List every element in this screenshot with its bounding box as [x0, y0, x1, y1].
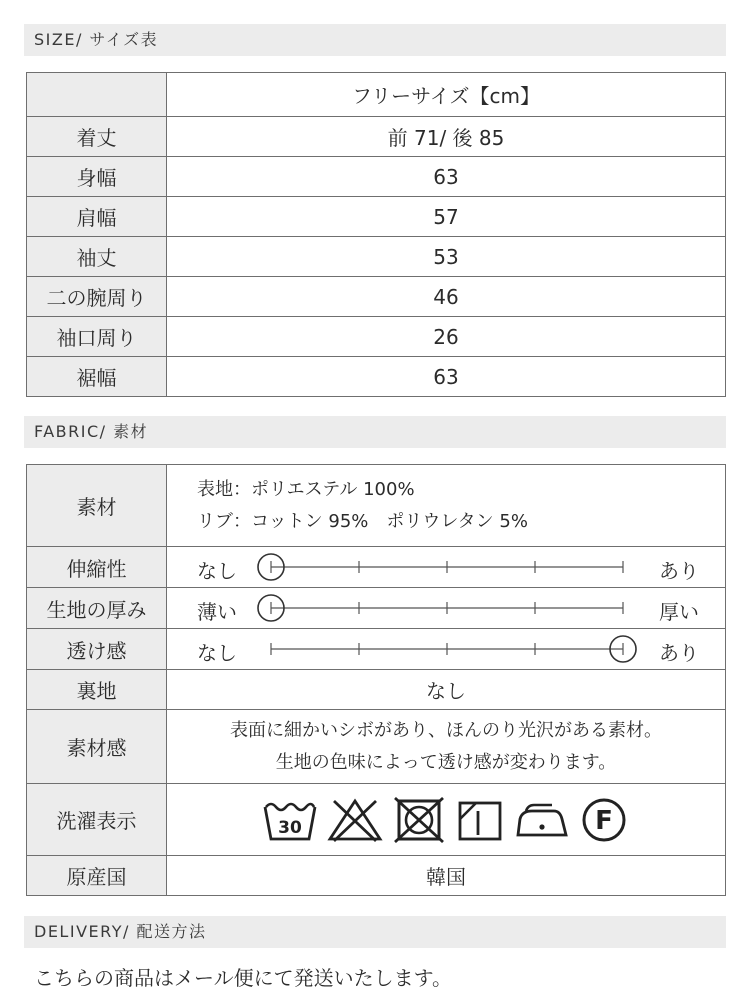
- table-row: [27, 856, 726, 896]
- sheerness-min-label: なし: [197, 641, 237, 665]
- size-table-corner: [27, 73, 167, 117]
- material-value: [167, 465, 726, 547]
- care-label: 洗濯表示: [27, 784, 167, 856]
- no-tumble-dry-icon: [392, 797, 448, 843]
- table-row: [27, 277, 726, 317]
- dry-clean-f-icon: [578, 797, 630, 843]
- table-row: [27, 784, 726, 856]
- stretch-max-label: あり: [659, 559, 699, 583]
- material-label: 素材: [27, 465, 167, 547]
- table-row: [27, 629, 726, 670]
- row-label: 袖丈: [27, 237, 167, 277]
- section-title-size: SIZE/ サイズ表: [24, 24, 726, 56]
- table-row: [27, 547, 726, 588]
- table-row: [27, 157, 726, 197]
- table-row: [27, 710, 726, 784]
- origin-label: 原産国: [27, 856, 167, 896]
- row-label: 着丈: [27, 117, 167, 157]
- table-row: [27, 317, 726, 357]
- origin-value: 韓国: [167, 856, 726, 896]
- stretch-scale: [167, 547, 726, 588]
- thickness-min-label: 薄い: [197, 600, 237, 624]
- row-label: 身幅: [27, 157, 167, 197]
- wash-temp: 30: [278, 817, 302, 838]
- thickness-max-label: 厚い: [659, 600, 699, 624]
- row-label: 肩幅: [27, 197, 167, 237]
- delivery-text: こちらの商品はメール便にて発送いたします。: [34, 966, 452, 990]
- no-bleach-icon: [326, 797, 384, 843]
- fabric-table: [26, 464, 726, 896]
- sheerness-scale: [167, 629, 726, 670]
- sheerness-max-label: あり: [659, 641, 699, 665]
- lining-value: なし: [167, 670, 726, 710]
- size-table: [26, 72, 726, 397]
- thickness-scale: [167, 588, 726, 629]
- stretch-scale-track: [257, 547, 637, 587]
- table-row: [27, 588, 726, 629]
- section-title-delivery: DELIVERY/ 配送方法: [24, 916, 726, 948]
- table-row: [27, 237, 726, 277]
- row-value: 63: [167, 157, 726, 197]
- row-value: 46: [167, 277, 726, 317]
- row-value: 57: [167, 197, 726, 237]
- care-symbols: [167, 784, 726, 856]
- texture-line-2: 生地の色味によって透け感が変わります。: [275, 751, 617, 773]
- row-value: 53: [167, 237, 726, 277]
- dry-clean-letter: F: [595, 805, 613, 836]
- texture-line-1: 表面に細かいシボがあり、ほんのり光沢がある素材。: [230, 719, 662, 741]
- table-row: [27, 670, 726, 710]
- table-row: [27, 117, 726, 157]
- row-label: 裾幅: [27, 357, 167, 397]
- row-value: 63: [167, 357, 726, 397]
- row-label: 二の腕周り: [27, 277, 167, 317]
- size-table-header: フリーサイズ【cm】: [167, 73, 726, 117]
- stretch-label: 伸縮性: [27, 547, 167, 588]
- texture-value: [167, 710, 726, 784]
- stretch-min-label: なし: [197, 559, 237, 583]
- table-row: [27, 465, 726, 547]
- wash-30-icon: [262, 797, 318, 843]
- thickness-label: 生地の厚み: [27, 588, 167, 629]
- shade-line-dry-icon: [456, 797, 504, 843]
- row-value: 26: [167, 317, 726, 357]
- thickness-scale-track: [257, 588, 637, 628]
- table-row: [27, 357, 726, 397]
- texture-label: 素材感: [27, 710, 167, 784]
- lining-label: 裏地: [27, 670, 167, 710]
- material-line-2: リブ：コットン 95% ポリウレタン 5%: [197, 510, 528, 532]
- section-title-fabric: FABRIC/ 素材: [24, 416, 726, 448]
- sheerness-label: 透け感: [27, 629, 167, 670]
- row-value: 前 71/ 後 85: [167, 117, 726, 157]
- row-label: 袖口周り: [27, 317, 167, 357]
- iron-low-icon: [512, 797, 570, 843]
- sheerness-scale-track: [257, 629, 637, 669]
- table-row: [27, 197, 726, 237]
- material-line-1: 表地：ポリエステル 100%: [197, 478, 415, 500]
